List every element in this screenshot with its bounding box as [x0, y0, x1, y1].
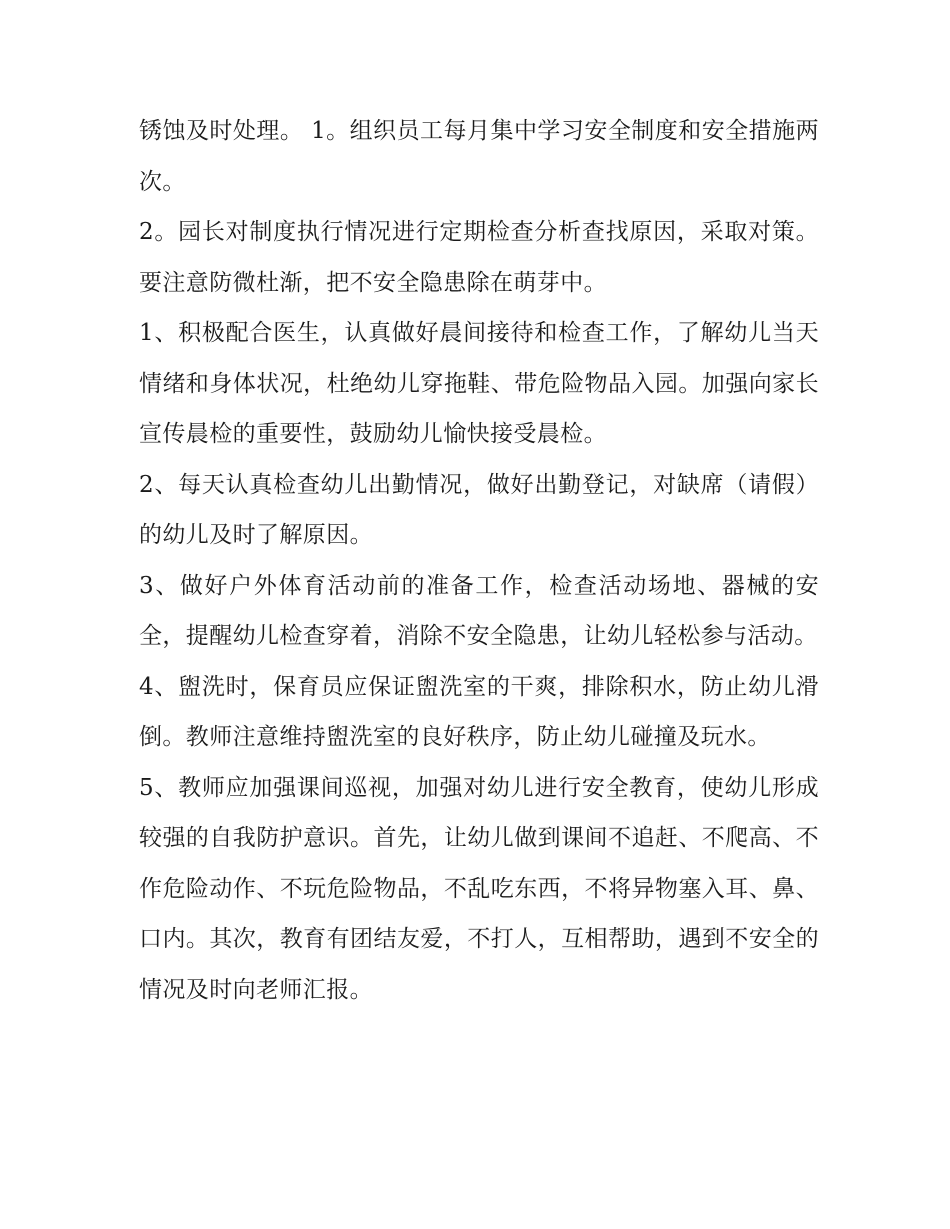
paragraph-continued-rust-handling: 锈蚀及时处理。 1。组织员工每月集中学习安全制度和安全措施两次。 [139, 118, 819, 195]
paragraph-attendance: 2、每天认真检查幼儿出勤情况，做好出勤登记，对缺席（请假）的幼儿及时了解原因。 [139, 471, 819, 548]
document-body [139, 106, 819, 1015]
paragraph-director-inspection: 2。园长对制度执行情况进行定期检查分析查找原因，采取对策。要注意防微杜渐，把不安全隐患除在萌芽中。 [139, 219, 819, 296]
paragraph-classroom-patrol: 5、教师应加强课间巡视，加强对幼儿进行安全教育，使幼儿形成较强的自我防护意识。首先，让幼儿做到课间不追赶、不爬高、不作危险动作、不玩危险物品，不乱吃东西，不将异物塞入耳、鼻、口内。其次，教育有团结友爱，不打人，互相帮助，遇到不安全的情况及时向老师汇报。 [139, 774, 819, 1003]
paragraph-morning-check: 1、积极配合医生，认真做好晨间接待和检查工作，了解幼儿当天情绪和身体状况，杜绝幼儿穿拖鞋、带危险物品入园。加强向家长宣传晨检的重要性，鼓励幼儿愉快接受晨检。 [139, 320, 819, 447]
paragraph-washroom: 4、盥洗时，保育员应保证盥洗室的干爽，排除积水，防止幼儿滑倒。教师注意维持盥洗室的良好秩序，防止幼儿碰撞及玩水。 [139, 673, 819, 750]
paragraph-outdoor-activity: 3、做好户外体育活动前的准备工作，检查活动场地、器械的安全，提醒幼儿检查穿着，消除不安全隐患，让幼儿轻松参与活动。 [139, 572, 819, 649]
